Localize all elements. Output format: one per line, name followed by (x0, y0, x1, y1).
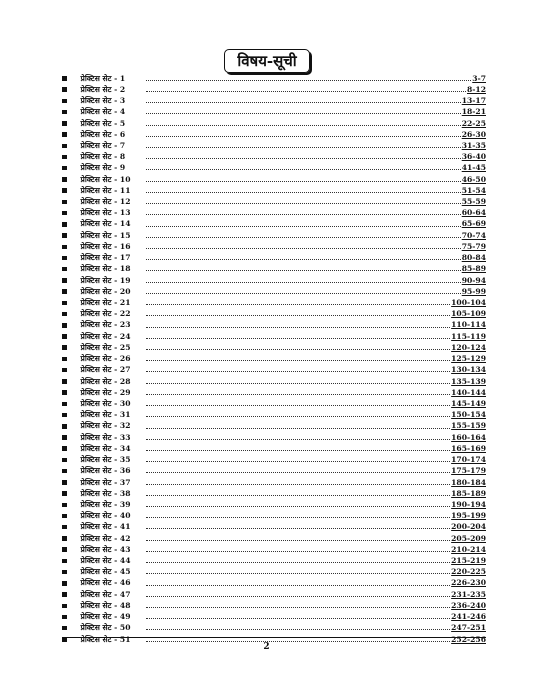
toc-entry-label: प्रेक्टिस सेट - 47 (80, 589, 131, 599)
toc-entry-label: प्रेक्टिस सेट - 3 (80, 96, 126, 106)
toc-entry-label: प्रेक्टिस सेट - 40 (80, 511, 131, 521)
dot-leader (146, 315, 451, 316)
dot-leader (146, 416, 451, 417)
square-bullet-icon (62, 357, 67, 362)
toc-entry[interactable] (62, 531, 486, 542)
dot-leader (146, 573, 451, 574)
square-bullet-icon (62, 503, 67, 508)
dot-leader (146, 562, 451, 563)
toc-entry[interactable] (62, 228, 486, 239)
square-bullet-icon (62, 424, 67, 429)
dot-leader (146, 551, 451, 552)
toc-entry[interactable] (62, 295, 486, 306)
toc-entry-label: प्रेक्टिस सेट - 49 (80, 612, 131, 622)
toc-entry[interactable] (62, 82, 486, 93)
dot-leader (146, 158, 461, 159)
toc-entry-label: प्रेक्टिस सेट - 13 (80, 208, 131, 218)
toc-entry[interactable] (62, 329, 486, 340)
toc-entry[interactable] (62, 217, 486, 228)
dot-leader (146, 125, 461, 126)
square-bullet-icon (62, 413, 67, 418)
toc-entry[interactable] (62, 542, 486, 553)
toc-entry-pages: 65-69 (461, 219, 486, 229)
dot-leader (146, 484, 451, 485)
toc-entry-label: प्रेक्टिस सेट - 46 (80, 578, 131, 588)
toc-entry-pages: 130-134 (451, 365, 486, 375)
toc-entry[interactable] (62, 150, 486, 161)
toc-entry-pages: 220-225 (451, 567, 486, 577)
page-number: 2 (263, 642, 270, 652)
toc-entry-pages: 3-7 (472, 73, 486, 83)
square-bullet-icon (62, 121, 67, 126)
toc-entry-label: प्रेक्टिस सेट - 50 (80, 623, 131, 633)
toc-entry-pages: 105-109 (451, 309, 486, 319)
square-bullet-icon (62, 334, 67, 339)
toc-entry-pages: 70-74 (461, 230, 486, 240)
toc-entry-label: प्रेक्टिस सेट - 24 (80, 331, 131, 341)
toc-entry-pages: 180-184 (451, 477, 486, 487)
table-of-contents (62, 71, 486, 643)
toc-entry[interactable] (62, 553, 486, 564)
toc-entry-label: प्रेक्टिस सेट - 12 (80, 197, 131, 207)
dot-leader (146, 629, 451, 630)
dot-leader (146, 360, 451, 361)
square-bullet-icon (62, 525, 67, 530)
square-bullet-icon (62, 256, 67, 261)
square-bullet-icon (62, 177, 67, 182)
square-bullet-icon (62, 200, 67, 205)
dot-leader (146, 214, 461, 215)
toc-entry-pages: 85-89 (461, 264, 486, 274)
toc-entry-pages: 115-119 (451, 331, 486, 341)
toc-entry-label: प्रेक्टिस सेट - 18 (80, 264, 131, 274)
square-bullet-icon (62, 110, 67, 115)
dot-leader (146, 237, 461, 238)
square-bullet-icon (62, 402, 67, 407)
dot-leader (146, 607, 451, 608)
square-bullet-icon (62, 480, 67, 485)
toc-entry[interactable] (62, 116, 486, 127)
toc-entry-label: प्रेक्टिस सेट - 48 (80, 600, 131, 610)
square-bullet-icon (62, 345, 67, 350)
square-bullet-icon (62, 211, 67, 216)
square-bullet-icon (62, 323, 67, 328)
toc-entry-pages: 252-256 (451, 634, 486, 644)
dot-leader (146, 596, 451, 597)
square-bullet-icon (62, 368, 67, 373)
toc-entry-pages: 170-174 (451, 455, 486, 465)
toc-entry-pages: 241-246 (451, 612, 486, 622)
toc-entry-label: प्रेक्टिस सेट - 39 (80, 499, 131, 509)
dot-leader (146, 618, 451, 619)
square-bullet-icon (62, 491, 67, 496)
toc-entry-pages: 51-54 (461, 185, 486, 195)
square-bullet-icon (62, 99, 67, 104)
toc-entry[interactable] (62, 396, 486, 407)
toc-entry-pages: 31-35 (461, 140, 486, 150)
dot-leader (146, 383, 451, 384)
dot-leader (146, 506, 451, 507)
toc-entry-label: प्रेक्टिस सेट - 17 (80, 253, 131, 263)
toc-entry-pages: 13-17 (461, 96, 486, 106)
dot-leader (146, 80, 472, 81)
square-bullet-icon (62, 222, 67, 227)
toc-entry-pages: 8-12 (466, 84, 486, 94)
square-bullet-icon (62, 458, 67, 463)
square-bullet-icon (62, 581, 67, 586)
toc-entry[interactable] (62, 374, 486, 385)
dot-leader (146, 439, 451, 440)
toc-entry-label: प्रेक्टिस सेट - 21 (80, 298, 131, 307)
square-bullet-icon (62, 547, 67, 552)
toc-entry[interactable] (62, 71, 486, 82)
toc-entry-label: प्रेक्टिस सेट - 36 (80, 466, 131, 476)
toc-entry-pages: 60-64 (461, 208, 486, 218)
toc-entry[interactable] (62, 318, 486, 329)
dot-leader (146, 472, 451, 473)
toc-entry-label: प्रेक्टिस सेट - 37 (80, 477, 131, 487)
toc-entry-label: प्रेक्टिस सेट - 19 (80, 275, 131, 285)
toc-entry-label: प्रेक्टिस सेट - 2 (80, 84, 126, 94)
dot-leader (146, 461, 451, 462)
square-bullet-icon (62, 132, 67, 137)
toc-entry[interactable] (62, 598, 486, 609)
toc-entry-pages: 231-235 (451, 589, 486, 599)
square-bullet-icon (62, 76, 67, 81)
square-bullet-icon (62, 379, 67, 384)
dot-leader (146, 259, 461, 260)
square-bullet-icon (62, 267, 67, 272)
square-bullet-icon (62, 245, 67, 250)
toc-entry-pages: 195-199 (451, 511, 486, 521)
toc-entry-pages: 145-149 (451, 398, 486, 408)
square-bullet-icon (62, 570, 67, 575)
toc-entry[interactable] (62, 486, 486, 497)
dot-leader (146, 540, 451, 541)
toc-entry[interactable] (62, 183, 486, 194)
dot-leader (146, 528, 451, 529)
square-bullet-icon (62, 615, 67, 620)
dot-leader (146, 585, 451, 586)
toc-entry-label: प्रेक्टिस सेट - 23 (80, 320, 131, 330)
toc-entry[interactable] (62, 509, 486, 520)
toc-entry-label: प्रेक्टिस सेट - 30 (80, 398, 131, 408)
toc-entry[interactable] (62, 239, 486, 250)
square-bullet-icon (62, 144, 67, 149)
toc-entry[interactable] (62, 340, 486, 351)
toc-entry-pages: 41-45 (461, 163, 486, 173)
toc-entry-label: प्रेक्टिस सेट - 15 (80, 230, 131, 240)
dot-leader (146, 136, 461, 137)
dot-leader (146, 169, 461, 170)
toc-entry[interactable] (62, 172, 486, 183)
toc-entry-label: प्रेक्टिस सेट - 33 (80, 432, 131, 442)
toc-entry-pages: 175-179 (451, 466, 486, 476)
toc-entry-pages: 190-194 (451, 499, 486, 509)
square-bullet-icon (62, 435, 67, 440)
toc-entry[interactable] (62, 251, 486, 262)
toc-entry[interactable] (62, 307, 486, 318)
toc-entry-label: प्रेक्टिस सेट - 4 (80, 107, 126, 117)
toc-entry[interactable] (62, 587, 486, 598)
toc-entry-label: प्रेक्टिस सेट - 31 (80, 410, 131, 420)
toc-entry-pages: 135-139 (451, 376, 486, 386)
square-bullet-icon (62, 289, 67, 294)
dot-leader (146, 517, 451, 518)
dot-leader (146, 349, 451, 350)
toc-entry-label: प्रेक्टिस सेट - 9 (80, 163, 126, 173)
toc-entry[interactable] (62, 452, 486, 463)
toc-entry[interactable] (62, 520, 486, 531)
toc-entry[interactable] (62, 262, 486, 273)
dot-leader (146, 495, 451, 496)
toc-entry-label: प्रेक्टिस सेट - 22 (80, 309, 131, 319)
toc-entry-pages: 95-99 (461, 286, 486, 296)
toc-entry[interactable] (62, 194, 486, 205)
toc-entry-label: प्रेक्टिस सेट - 32 (80, 421, 131, 431)
square-bullet-icon (62, 312, 67, 317)
toc-entry-pages: 160-164 (451, 432, 486, 442)
dot-leader (146, 394, 451, 395)
dot-leader (146, 147, 461, 148)
dot-leader (146, 248, 461, 249)
toc-entry[interactable] (62, 576, 486, 587)
toc-entry-pages: 55-59 (461, 197, 486, 207)
toc-entry[interactable] (62, 430, 486, 441)
toc-entry-label: प्रेक्टिस सेट - 38 (80, 488, 131, 498)
toc-entry-pages: 236-240 (451, 600, 486, 610)
toc-entry[interactable] (62, 93, 486, 104)
toc-entry-pages: 46-50 (461, 174, 486, 184)
toc-entry-pages: 18-21 (461, 107, 486, 117)
toc-entry-pages: 80-84 (461, 253, 486, 263)
toc-entry[interactable] (62, 408, 486, 419)
toc-entry-pages: 100-104 (451, 298, 486, 307)
toc-entry[interactable] (62, 127, 486, 138)
toc-entry-label: प्रेक्टिस सेट - 8 (80, 152, 126, 162)
toc-entry[interactable] (62, 363, 486, 374)
toc-entry-pages: 215-219 (451, 556, 486, 566)
square-bullet-icon (62, 301, 67, 306)
toc-entry-pages: 150-154 (451, 410, 486, 420)
toc-entry-label: प्रेक्टिस सेट - 14 (80, 219, 131, 229)
toc-entry-label: प्रेक्टिस सेट - 51 (80, 634, 131, 644)
square-bullet-icon (62, 155, 67, 160)
toc-entry-pages: 247-251 (451, 623, 486, 633)
toc-entry-label: प्रेक्टिस सेट - 16 (80, 241, 131, 251)
toc-entry-label: प्रेक्टिस सेट - 29 (80, 387, 131, 397)
dot-leader (146, 203, 461, 204)
toc-entry-label: प्रेक्टिस सेट - 35 (80, 455, 131, 465)
toc-entry-label: प्रेक्टिस सेट - 6 (80, 129, 126, 139)
dot-leader (146, 293, 461, 294)
toc-entry[interactable] (62, 138, 486, 149)
footer-divider (62, 637, 486, 638)
toc-entry-label: प्रेक्टिस सेट - 28 (80, 376, 131, 386)
square-bullet-icon (62, 626, 67, 631)
toc-entry-label: प्रेक्टिस सेट - 43 (80, 544, 131, 554)
toc-entry-pages: 75-79 (461, 241, 486, 251)
toc-entry[interactable] (62, 419, 486, 430)
toc-entry[interactable] (62, 621, 486, 632)
toc-entry-label: प्रेक्टिस सेट - 25 (80, 342, 131, 352)
dot-leader (146, 327, 451, 328)
dot-leader (146, 192, 461, 193)
toc-entry-pages: 125-129 (451, 354, 486, 364)
dot-leader (146, 338, 451, 339)
square-bullet-icon (62, 604, 67, 609)
toc-entry[interactable] (62, 161, 486, 172)
toc-entry-label: प्रेक्टिस सेट - 10 (80, 174, 131, 184)
dot-leader (146, 102, 461, 103)
toc-entry-pages: 205-209 (451, 533, 486, 543)
toc-entry-label: प्रेक्टिस सेट - 45 (80, 567, 131, 577)
toc-entry[interactable] (62, 565, 486, 576)
dot-leader (146, 304, 451, 305)
toc-entry-label: प्रेक्टिस सेट - 7 (80, 140, 126, 150)
toc-entry[interactable] (62, 464, 486, 475)
dot-leader (146, 113, 461, 114)
square-bullet-icon (62, 536, 67, 541)
dot-leader (146, 181, 461, 182)
toc-entry-pages: 155-159 (451, 421, 486, 431)
toc-entry-label: प्रेक्टिस सेट - 26 (80, 354, 131, 364)
square-bullet-icon (62, 233, 67, 238)
toc-entry[interactable] (62, 351, 486, 362)
toc-entry[interactable] (62, 206, 486, 217)
toc-entry-label: प्रेक्टिस सेट - 11 (80, 185, 131, 195)
square-bullet-icon (62, 390, 67, 395)
dot-leader (146, 226, 461, 227)
toc-entry-label: प्रेक्टिस सेट - 20 (80, 286, 131, 296)
toc-entry-label: प्रेक्टिस सेट - 41 (80, 522, 131, 532)
toc-entry[interactable] (62, 441, 486, 452)
dot-leader (146, 282, 461, 283)
square-bullet-icon (62, 166, 67, 171)
square-bullet-icon (62, 188, 67, 193)
toc-entry-pages: 200-204 (451, 522, 486, 532)
toc-entry-pages: 140-144 (451, 387, 486, 397)
toc-entry-label: प्रेक्टिस सेट - 34 (80, 443, 131, 453)
toc-entry[interactable] (62, 105, 486, 116)
square-bullet-icon (62, 446, 67, 451)
square-bullet-icon (62, 469, 67, 474)
toc-entry-pages: 110-114 (451, 320, 486, 330)
toc-entry[interactable] (62, 284, 486, 295)
square-bullet-icon (62, 278, 67, 283)
toc-entry[interactable] (62, 273, 486, 284)
toc-entry[interactable] (62, 475, 486, 486)
toc-entry[interactable] (62, 610, 486, 621)
toc-entry-pages: 185-189 (451, 488, 486, 498)
toc-entry[interactable] (62, 497, 486, 508)
toc-entry-label: प्रेक्टिस सेट - 42 (80, 533, 131, 543)
dot-leader (146, 450, 451, 451)
dot-leader (146, 428, 451, 429)
square-bullet-icon (62, 559, 67, 564)
page-title: विषय-सूची (224, 49, 310, 73)
toc-entry-label: प्रेक्टिस सेट - 1 (80, 73, 126, 83)
toc-entry-pages: 22-25 (461, 118, 486, 128)
square-bullet-icon (62, 592, 67, 597)
toc-entry-pages: 26-30 (461, 129, 486, 139)
dot-leader (146, 371, 451, 372)
toc-entry-label: प्रेक्टिस सेट - 27 (80, 365, 131, 375)
toc-entry-pages: 120-124 (451, 342, 486, 352)
toc-entry-pages: 36-40 (461, 152, 486, 162)
dot-leader (146, 270, 461, 271)
toc-entry[interactable] (62, 385, 486, 396)
toc-entry-pages: 226-230 (451, 578, 486, 588)
square-bullet-icon (62, 87, 67, 92)
toc-entry-pages: 165-169 (451, 443, 486, 453)
dot-leader (146, 405, 451, 406)
toc-entry-label: प्रेक्टिस सेट - 5 (80, 118, 126, 128)
toc-entry-pages: 90-94 (461, 275, 486, 285)
toc-entry-pages: 210-214 (451, 544, 486, 554)
dot-leader (146, 91, 466, 92)
square-bullet-icon (62, 514, 67, 519)
toc-entry-label: प्रेक्टिस सेट - 44 (80, 556, 131, 566)
